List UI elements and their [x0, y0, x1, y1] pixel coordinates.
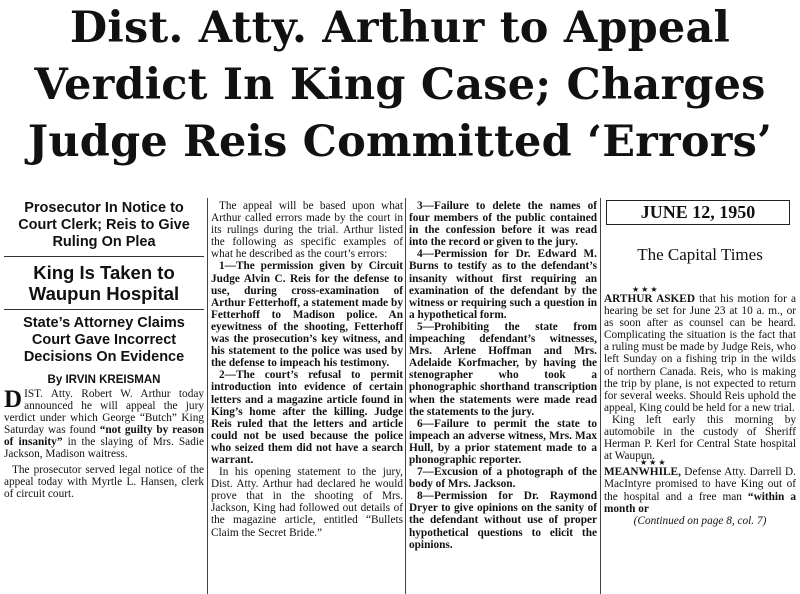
paragraph: The prosecutor served legal notice of the appeal today with Myrtle L. Hansen, clerk of circuit court.	[4, 463, 204, 500]
headline-line-3: Judge Reis Committed ‘Errors’	[27, 117, 773, 167]
headline-line-1: Dist. Atty. Arthur to Appeal	[69, 3, 731, 53]
paragraph: The appeal will be based upon what Arthur called errors made by the court in its rulings during the trial. Arthur listed the following as specific examples of what he described as the court’s errors:	[211, 200, 403, 261]
error-item-1: 1—The permission given by Circuit Judge Alvin C. Reis for the defense to use, during cross-examination of Arthur Fetterhoff, a statement made by Fetterhoff to Madison police. An eyewitness of the shooting, Fetterhoff was the prosecution’s key witness, and his statement to the police was used by the defense to impeach his testimony.	[211, 260, 403, 370]
paragraph: ★★★ ARTHUR ASKED that his motion for a hearing be set for June 23 at 10 a. m., or as soon after as counsel can be heard. Complicating the situation is the fact that a ruling must be made by Judge Reis, who left Sunday on a fishing trip in the wilds of northern Canada. Reis, who is making the trip by plane, is not expected to return for several weeks. Should Reis uphold the appeal, King could be held for a new trial.	[604, 285, 796, 414]
divider	[4, 309, 204, 310]
drop-cap: D	[4, 386, 23, 413]
error-item-8: 8—Permission for Dr. Raymond Dryer to give opinions on the sanity of the defendant without use of proper hypothetical questions to elicit the opinions.	[409, 490, 597, 551]
masthead: The Capital Times	[637, 245, 763, 264]
column-divider	[600, 198, 601, 594]
error-item-2: 2—The court’s refusal to permit introduction into evidence of certain letters and a magazine article found in King’s home after the killing. Judge Reis ruled that the letters and article could not be used because the police who seized them did not have a search warrant.	[211, 369, 403, 466]
date-box: JUNE 12, 1950	[606, 200, 790, 225]
column-divider	[207, 198, 208, 594]
column-2	[211, 200, 403, 539]
error-item-5: 5—Prohibiting the state from impeaching defendant’s witnesses, Mrs. Arlene Hoffman and Mrs. Adelaide Korfmacher, by having the stenographer who took a phonographic shorthand transcription when the statements were made read the statements to the jury.	[409, 320, 597, 418]
divider	[4, 256, 204, 257]
subheadline-2: King Is Taken to Waupun Hospital	[28, 262, 180, 304]
error-item-7: 7—Excusion of a photograph of the body of Mrs. Jackson.	[409, 466, 597, 491]
lead-paragraph: DIST. Atty. Robert W. Arthur today announced he will appeal the jury verdict under which George “Butch” King Saturday was found “not guilty by reason of insanity” in the slaying of Mrs. Sadie Jackson, Madison waitress.	[4, 386, 204, 461]
column-4	[604, 200, 796, 527]
stars-icon: ★★★	[632, 285, 660, 294]
error-item-4: 4—Permission for Dr. Edward M. Burns to testify as to the defendant’s insanity without first requiring an examination of the defendant by the witness or requiring such a question in a hypothetical form.	[409, 248, 597, 321]
subheadline-1: Prosecutor In Notice to Court Clerk; Reis to Give Ruling On Plea	[18, 200, 190, 250]
column-divider	[405, 198, 406, 594]
subheadline-3: State’s Attorney Claims Court Gave Incorrect Decisions On Evidence	[23, 315, 185, 365]
error-item-3: 3—Failure to delete the names of four members of the public contained in the confession before it was read into the record or given to the jury.	[409, 200, 597, 249]
byline: By IRVIN KREISMAN	[47, 374, 161, 386]
paragraph: King left early this morning by automobile in the custody of Sheriff Herman P. Kerl for Central State hospital at Waupun.	[604, 413, 796, 463]
error-item-6: 6—Failure to permit the state to impeach an adverse witness, Mrs. Max Hull, by a prior statement made to a phonographic reporter.	[409, 417, 597, 466]
headline-line-2: Verdict In King Case; Charges	[34, 60, 766, 110]
column-3	[409, 200, 597, 551]
continuation-note: (Continued on page 8, col. 7)	[633, 514, 767, 527]
paragraph: ★★★ MEANWHILE, Defense Atty. Darrell D. MacIntyre promised to have King out of the hospital and a free man “within a month or	[604, 458, 796, 515]
column-1	[4, 200, 204, 500]
paragraph: In his opening statement to the jury, Dist. Atty. Arthur had declared he would prove that in the shooting of Mrs. Jackson, King had followed out details of the magazine article, entitled “Bullets Claim the Secret Bride.”	[211, 466, 403, 539]
headline	[4, 0, 796, 171]
stars-icon: ★★★	[640, 458, 668, 468]
